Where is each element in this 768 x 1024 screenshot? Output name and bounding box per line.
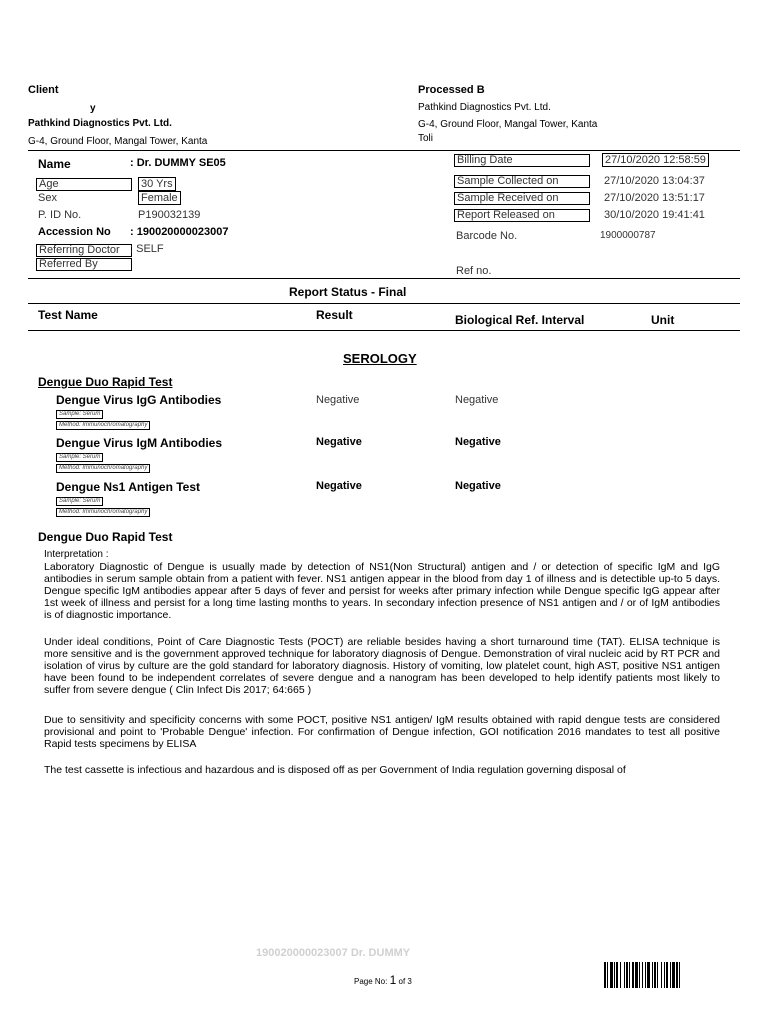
barcode-bar xyxy=(652,962,653,988)
barcode-bar xyxy=(679,962,680,988)
barcode-bar xyxy=(616,962,618,988)
test-sample: Sample: Serum xyxy=(56,410,103,419)
processed-address-1: G-4, Ground Floor, Mangal Tower, Kanta xyxy=(418,119,598,130)
barcode-bar xyxy=(639,962,640,988)
barcode-bar xyxy=(614,962,615,988)
interpretation-paragraph-2: Under ideal conditions, Point of Care Diagnostic Tests (POCT) are reliable besides having a short turnaround time (TAT). ELISA technique is more sensitive and is the government approved technique for laboratory diagnosis of Dengue. Demonstration of viral nucleic acid by RT PCR and isolation of virus by culture are the gold standard for laboratory diagnosis. History of vomiting, low platelet count, high AST, positive NS1 antigen have been found to be independent correlates of severe dengue and a nanogram has been developed to help identify patients most likely to suffer from severe dengue ( Clin Infect Dis 2017; 64:665 ) xyxy=(44,636,720,696)
page-prefix: Page No: xyxy=(354,977,388,986)
test-name: Dengue Virus IgG Antibodies xyxy=(56,393,222,407)
interpretation-paragraph-1: Laboratory Diagnostic of Dengue is usually made by detection of NS1(Non Structural) antigen and / or detection of specific IgM and IgG antibodies in serum sample obtain from a patient with fever. NS1 antigen appear in the blood from day 1 of illness and is detectible up-to 5 days. Dengue specific IgM antibodies appear after 5 days of fever and persist for weeks after primary infection while Dengue specific IgG appear after 1st week of illness and persist for a long time lasting months to years. In secondary infection presence of NS1 antigen and / or of IgM antibodies is of diagnostic importance. xyxy=(44,561,720,621)
name-value: : Dr. DUMMY SE05 xyxy=(130,157,226,169)
received-value: 27/10/2020 13:51:17 xyxy=(604,192,705,204)
barcode-bar xyxy=(657,962,658,988)
billing-value: 27/10/2020 12:58:59 xyxy=(602,153,709,167)
sex-value: Female xyxy=(138,191,181,205)
client-name: Pathkind Diagnostics Pvt. Ltd. xyxy=(28,118,172,129)
test-ref: Negative xyxy=(455,436,501,448)
barcode-bar xyxy=(672,962,675,988)
barcode-bar xyxy=(635,962,638,988)
received-label: Sample Received on xyxy=(454,192,590,205)
accession-label: Accession No xyxy=(38,226,111,238)
released-value: 30/10/2020 19:41:41 xyxy=(604,209,705,221)
processed-address-2: Toli xyxy=(418,133,434,144)
col-ref-interval: Biological Ref. Interval xyxy=(455,313,585,327)
test-ref: Negative xyxy=(455,394,499,406)
barcode-bar xyxy=(676,962,678,988)
barcode-bar xyxy=(604,962,606,988)
client-label: Client xyxy=(28,84,59,96)
ref-no-label: Ref no. xyxy=(456,265,492,277)
status-divider xyxy=(28,303,740,304)
barcode-bar xyxy=(624,962,625,988)
interpretation-paragraph-4: The test cassette is infectious and hazardous and is disposed off as per Government of India regulation governing disposal of xyxy=(44,764,626,776)
interpretation-label: Interpretation : xyxy=(44,549,109,560)
client-address: G-4, Ground Floor, Mangal Tower, Kanta xyxy=(28,136,208,147)
test-result: Negative xyxy=(316,436,362,448)
barcode-bar xyxy=(645,962,646,988)
collected-label: Sample Collected on xyxy=(454,175,590,188)
columns-divider xyxy=(28,330,740,331)
test-method: Method: Immunochromatography xyxy=(56,464,150,473)
page-number xyxy=(354,973,412,987)
footer-watermark: 190020000023007 Dr. DUMMY xyxy=(256,947,411,959)
barcode-bar xyxy=(666,962,668,988)
col-test-name: Test Name xyxy=(38,308,98,322)
barcode-bar xyxy=(654,962,656,988)
barcode-bar xyxy=(647,962,650,988)
page-current: 1 xyxy=(389,973,397,987)
test-sample: Sample: Serum xyxy=(56,453,103,462)
client-y: y xyxy=(90,103,96,114)
test-name: Dengue Ns1 Antigen Test xyxy=(56,480,201,494)
processed-name: Pathkind Diagnostics Pvt. Ltd. xyxy=(418,102,551,113)
report-status: Report Status - Final xyxy=(289,285,407,299)
pid-value: P190032139 xyxy=(138,209,201,221)
test-ref: Negative xyxy=(455,480,501,492)
released-label: Report Released on xyxy=(454,209,590,222)
page-suffix: of 3 xyxy=(398,977,412,986)
referring-value: : SELF xyxy=(130,243,164,255)
interpretation-paragraph-3: Due to sensitivity and specificity concerns with some POCT, positive NS1 antigen/ IgM results obtained with rapid dengue tests are considered provisional and point to 'Probable Dengue' infection. For confirmation of Dengue infection, GOI notification 2016 mandates to test all positive Rapid tests specimens by ELISA xyxy=(44,714,720,750)
test-method: Method: Immunochromatography xyxy=(56,421,150,430)
barcode-bar xyxy=(626,962,628,988)
age-label: Age xyxy=(36,178,132,191)
barcode-bar xyxy=(670,962,671,988)
name-label: Name xyxy=(38,157,71,171)
test-name: Dengue Virus IgM Antibodies xyxy=(56,436,223,450)
billing-label: Billing Date xyxy=(454,154,590,167)
test-result: Negative xyxy=(316,394,360,406)
pid-label: P. ID No. xyxy=(38,209,82,221)
header-divider xyxy=(28,150,740,151)
barcode-bar xyxy=(664,962,665,988)
accession-value: : 190020000023007 xyxy=(130,226,229,238)
patient-divider xyxy=(28,278,740,279)
age-value: 30 Yrs xyxy=(138,177,176,191)
barcode-value: 1900000787 xyxy=(600,230,656,241)
barcode-bar xyxy=(661,962,662,988)
panel-title: Dengue Duo Rapid Test xyxy=(38,375,173,389)
test-sample: Sample: Serum xyxy=(56,497,103,506)
interpretation-title: Dengue Duo Rapid Test xyxy=(38,530,173,544)
col-result: Result xyxy=(316,308,353,322)
barcode-bar xyxy=(610,962,613,988)
barcode-bar xyxy=(632,962,634,988)
referring-label: Referring Doctor xyxy=(36,244,132,257)
test-method: Method: Immunochromatography xyxy=(56,508,150,517)
barcode-bar xyxy=(607,962,608,988)
section-title: SEROLOGY xyxy=(343,351,417,366)
col-unit: Unit xyxy=(651,313,675,327)
referred-label: Referred By xyxy=(36,258,132,271)
barcode-image xyxy=(604,962,744,988)
barcode-bar xyxy=(629,962,630,988)
test-result: Negative xyxy=(316,480,362,492)
barcode-label: Barcode No. xyxy=(456,230,518,242)
processed-label: Processed B xyxy=(418,84,485,96)
barcode-bar xyxy=(620,962,621,988)
barcode-bar xyxy=(642,962,643,988)
collected-value: 27/10/2020 13:04:37 xyxy=(604,175,705,187)
sex-label: Sex xyxy=(38,192,57,204)
